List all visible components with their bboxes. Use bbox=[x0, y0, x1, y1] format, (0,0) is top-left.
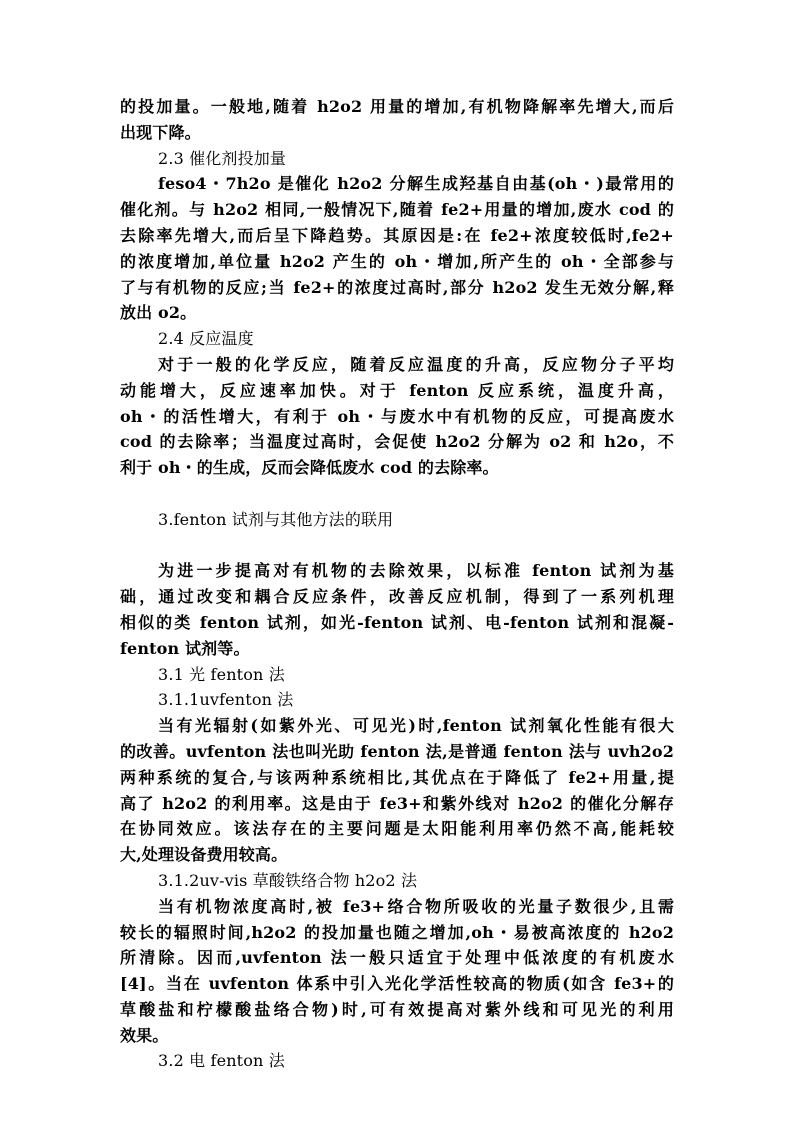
blank-line bbox=[120, 533, 674, 559]
text-line: cod 的去除率；当温度过高时，会促使 h2o2 分解为 o2 和 h2o，不 bbox=[120, 432, 674, 452]
text-line: 效果。 bbox=[120, 1025, 169, 1045]
text-line: 当有机物浓度高时,被 fe3+络合物所吸收的光量子数很少,且需 bbox=[158, 896, 674, 916]
text-line: 所清除。因而,uvfenton 法一般只适宜于处理中低浓度的有机废水 bbox=[120, 948, 674, 968]
text-line: 的改善。uvfenton 法也叫光助 fenton 法,是普通 fenton 法与 uvh2o2 bbox=[120, 741, 674, 761]
text-line: 为进一步提高对有机物的去除效果，以标准 fenton 试剂为基 bbox=[158, 561, 674, 581]
text-line: 高了 h2o2 的利用率。这是由于 fe3+和紫外线对 h2o2 的催化分解存 bbox=[120, 793, 674, 813]
text-line: fenton 试剂等。 bbox=[120, 638, 250, 658]
text-line: 两种系统的复合,与该两种系统相比,其优点在于降低了 fe2+用量,提 bbox=[120, 767, 674, 787]
text-line: 动能增大，反应速率加快。对于 fenton 反应系统，温度升高， bbox=[120, 380, 674, 400]
text-line: 相似的类 fenton 试剂，如光-fenton 试剂、电-fenton 试剂和混凝- bbox=[120, 612, 674, 632]
section-heading-3: 3.fenton 试剂与其他方法的联用 bbox=[158, 509, 394, 529]
section-heading-3-1-2: 3.1.2uv-vis 草酸铁络合物 h2o2 法 bbox=[158, 870, 418, 890]
text-line: 催化剂。与 h2o2 相同,一般情况下,随着 fe2+用量的增加,废水 cod 的 bbox=[120, 200, 674, 220]
text-line: 的浓度增加,单位量 h2o2 产生的 oh・增加,所产生的 oh・全部参与 bbox=[120, 251, 674, 271]
document-page bbox=[120, 94, 674, 1074]
text-line: 的投加量。一般地,随着 h2o2 用量的增加,有机物降解率先增大,而后 bbox=[120, 97, 674, 116]
section-heading-2-3: 2.3 催化剂投加量 bbox=[158, 148, 287, 168]
text-line: 当有光辐射(如紫外光、可见光)时,fenton 试剂氧化性能有很大 bbox=[158, 716, 674, 736]
text-line: 对于一般的化学反应，随着反应温度的升高，反应物分子平均 bbox=[158, 354, 674, 374]
text-line: 出现下降。 bbox=[120, 122, 201, 142]
section-heading-2-4: 2.4 反应温度 bbox=[158, 329, 254, 349]
text-line: feso4・7h2o 是催化 h2o2 分解生成羟基自由基(oh・)最常用的 bbox=[158, 174, 674, 194]
text-line: 大,处理设备费用较高。 bbox=[120, 845, 288, 865]
section-heading-3-1-1: 3.1.1uvfenton 法 bbox=[158, 690, 294, 710]
section-heading-3-1: 3.1 光 fenton 法 bbox=[158, 664, 285, 684]
text-line: 了与有机物的反应;当 fe2+的浓度过高时,部分 h2o2 发生无效分解,释 bbox=[120, 277, 674, 297]
text-line: oh・的活性增大，有利于 oh・与废水中有机物的反应，可提高废水 bbox=[120, 406, 674, 426]
blank-line bbox=[120, 481, 674, 507]
text-line: 去除率先增大,而后呈下降趋势。其原因是:在 fe2+浓度较低时,fe2+ bbox=[120, 225, 674, 245]
section-heading-3-2: 3.2 电 fenton 法 bbox=[158, 1051, 285, 1071]
text-line: 在协同效应。该法存在的主要问题是太阳能利用率仍然不高,能耗较 bbox=[120, 819, 674, 839]
text-line: [4]。当在 uvfenton 体系中引入光化学活性较高的物质(如含 fe3+的 bbox=[120, 974, 674, 994]
text-line: 础，通过改变和耦合反应条件，改善反应机制，得到了一系列机理 bbox=[120, 587, 674, 607]
text-line: 利于 oh・的生成，反而会降低废水 cod 的去除率。 bbox=[120, 458, 499, 478]
text-line: 放出 o2。 bbox=[120, 303, 197, 323]
text-line: 较长的辐照时间,h2o2 的投加量也随之增加,oh・易被高浓度的 h2o2 bbox=[120, 922, 674, 942]
text-line: 草酸盐和柠檬酸盐络合物)时,可有效提高对紫外线和可见光的利用 bbox=[120, 999, 674, 1019]
